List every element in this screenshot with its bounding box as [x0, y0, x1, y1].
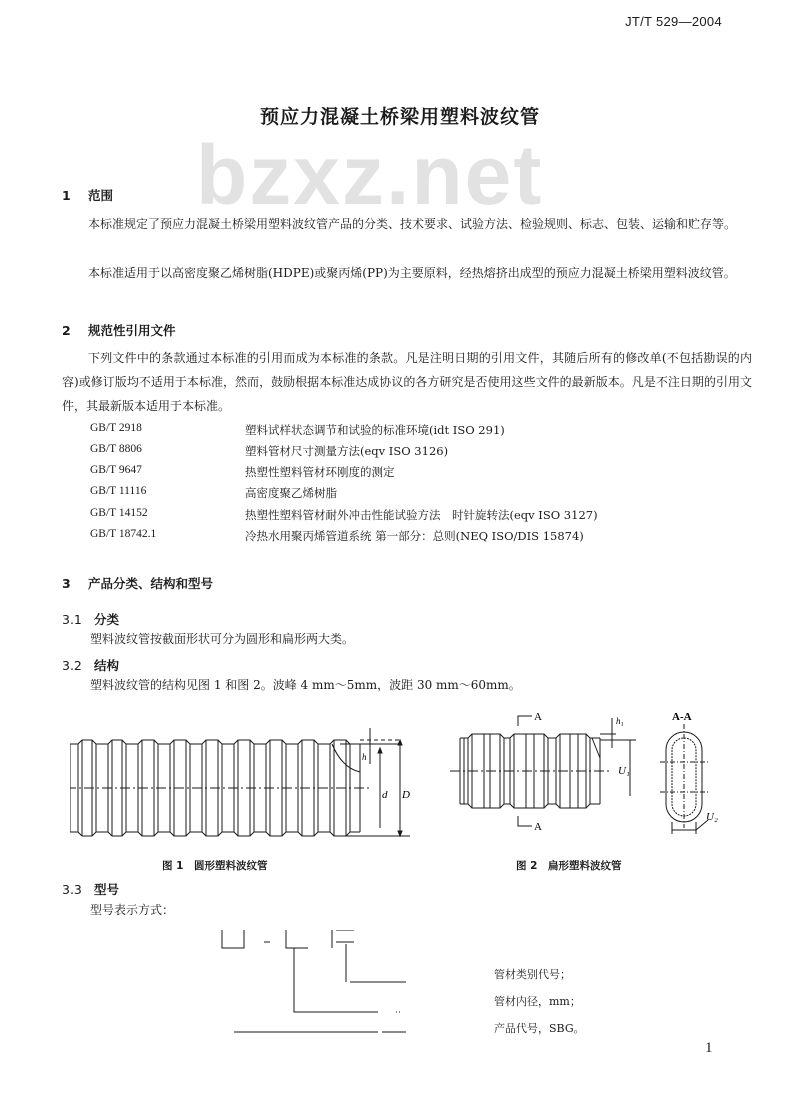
reference-title: 塑料试样状态调节和试验的标准环境(idt ISO 291) [245, 423, 505, 437]
section-view-title: A-A [672, 711, 692, 723]
dim-label-D: D [402, 789, 410, 801]
section-3-2-heading [62, 656, 119, 674]
round-pipe-diagram [70, 728, 410, 848]
section-3-heading [62, 574, 213, 592]
section-3-1-heading [62, 610, 119, 628]
model-designation-intro: 型号表示方式： [90, 903, 175, 917]
reference-code: GB/T 14152 [90, 507, 148, 519]
reference-code: GB/T 11116 [90, 485, 147, 497]
normative-references-list [90, 422, 710, 552]
figure-1-caption: 图 1 圆形塑料波纹管 [162, 860, 268, 872]
label-pipe-inner-diameter: 管材内径，mm； [494, 995, 581, 1008]
reference-title: 塑料管材尺寸测量方法(eqv ISO 3126) [245, 444, 449, 458]
section-3-2-text: 塑料波纹管的结构见图 1 和图 2。波峰 4 mm～5mm，波距 30 mm～60mm。 [90, 678, 521, 692]
document-title: 预应力混凝土桥梁用塑料波纹管 [259, 106, 540, 128]
reference-title: 高密度聚乙烯树脂 [245, 486, 337, 500]
section-title: 分类 [94, 612, 120, 627]
section-2-heading [62, 321, 176, 339]
reference-title: 热塑性塑料管材环刚度的测定 [245, 465, 395, 479]
reference-title: 冷热水用聚丙烯管道系统 第一部分：总则(NEQ ISO/DIS 15874) [245, 529, 584, 543]
section-1-paragraph-1: 本标准规定了预应力混凝土桥梁用塑料波纹管产品的分类、技术要求、试验方法、检验规则、标志、包装、运输和贮存等。 [88, 217, 737, 231]
reference-code: GB/T 2918 [90, 422, 142, 434]
flat-pipe-diagram [440, 708, 740, 838]
reference-code: GB/T 9647 [90, 464, 142, 476]
section-marker-top: A [534, 711, 542, 723]
section-number: 1 [62, 188, 71, 203]
section-3-3-heading [62, 880, 119, 898]
section-2-paragraph: 下列文件中的条款通过本标准的引用而成为本标准的条款。凡是注明日期的引用文件，其随后所有的修改单(不包括勘误的内容)或修订版均不适用于本标准，然而，鼓励根据本标准达成协议的各方研究是否使用这些文件的最新版本。凡是不注日期的引用文件，其最新版本适用于本标准。 [62, 351, 752, 413]
reference-code: GB/T 8806 [90, 443, 142, 455]
standard-number: JT/T 529—2004 [625, 14, 722, 29]
section-title: 型号 [94, 882, 120, 897]
label-product-code: 产品代号，SBG。 [494, 1022, 585, 1035]
section-title: 产品分类、结构和型号 [88, 576, 214, 591]
dim-label-d: d [382, 789, 388, 801]
figure-2-flat-pipe-drawing [440, 708, 740, 838]
section-title: 规范性引用文件 [88, 323, 176, 338]
page-number: 1 [705, 1040, 713, 1056]
figure-1-round-pipe-drawing [70, 728, 410, 848]
dim-label-U2: U₂ [706, 811, 718, 823]
model-designation-diagram [210, 930, 410, 1040]
dim-label-h: h [362, 752, 367, 762]
section-number: 3.1 [62, 612, 82, 627]
section-marker-bottom: A [534, 821, 542, 833]
section-3-1-text: 塑料波纹管按截面形状可分为圆形和扁形两大类。 [90, 632, 355, 646]
section-number: 3.2 [62, 658, 82, 673]
label-pipe-category-code: 管材类别代号； [494, 968, 571, 981]
section-number: 3.3 [62, 882, 82, 897]
model-code-bracket-diagram [210, 930, 410, 1040]
watermark: bzxz.net [196, 128, 544, 222]
section-title: 结构 [94, 658, 120, 673]
dim-label-h1: h₁ [616, 716, 624, 726]
section-number: 3 [62, 576, 71, 591]
section-title: 范围 [88, 188, 114, 203]
section-number: 2 [62, 323, 71, 338]
figure-2-caption: 图 2 扁形塑料波纹管 [516, 860, 622, 872]
section-1-heading [62, 186, 113, 204]
reference-title: 热塑性塑料管材耐外冲击性能试验方法 时针旋转法(eqv ISO 3127) [245, 508, 598, 522]
reference-code: GB/T 18742.1 [90, 528, 157, 540]
dim-label-U1: U₁ [618, 765, 630, 777]
section-1-paragraph-2: 本标准适用于以高密度聚乙烯树脂(HDPE)或聚丙烯(PP)为主要原料，经热熔挤出成型的预应力混凝土桥梁用塑料波纹管。 [88, 266, 736, 280]
